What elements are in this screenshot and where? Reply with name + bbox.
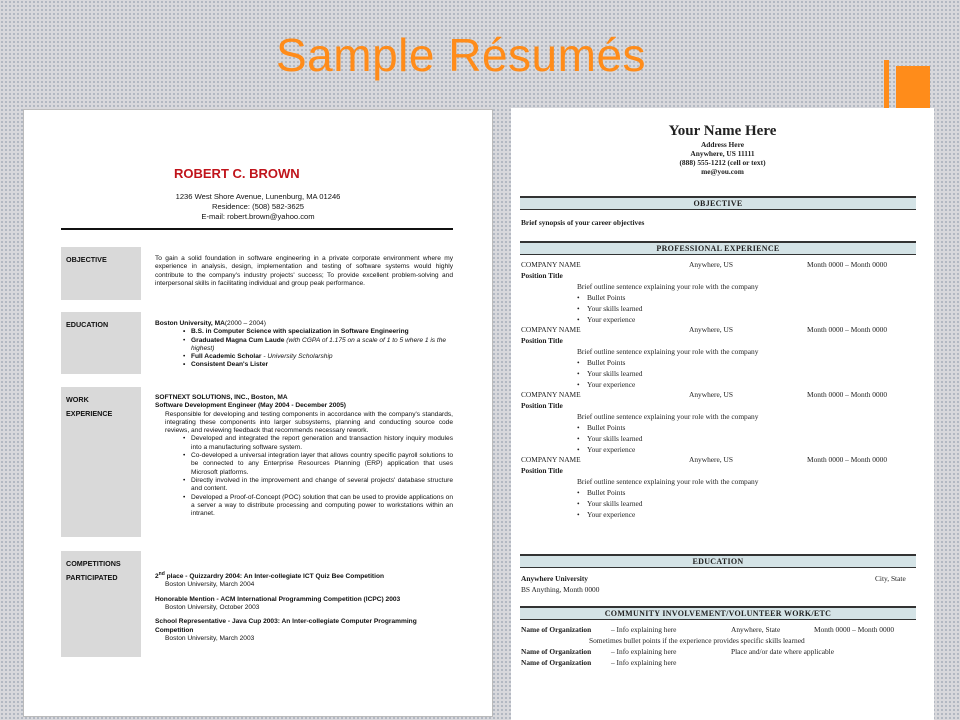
education-school: Anywhere University bbox=[521, 574, 588, 583]
job-title: Position Title bbox=[521, 271, 563, 280]
job-header: COMPANY NAME Anywhere, US Month 0000 – Month 0000 bbox=[521, 455, 888, 464]
template-address-line: me@you.com bbox=[701, 167, 744, 176]
contact-address: 1236 West Shore Avenue, Lunenburg, MA 01246 bbox=[175, 192, 341, 201]
education-location: City, State bbox=[875, 574, 906, 583]
section-label-work: WORK EXPERIENCE bbox=[61, 387, 141, 537]
competition-title: 2nd place - Quizzardry 2004: An Inter-collegiate ICT Quiz Bee Competition bbox=[155, 571, 385, 581]
education-item: • B.S. in Computer Science with specialization in Software Engineering bbox=[191, 328, 453, 336]
job-desc: Brief outline sentence explaining your role with the company bbox=[577, 476, 759, 486]
contact-phone: Residence: (508) 582-3625 bbox=[211, 202, 305, 211]
competition-detail: Boston University, March 2004 bbox=[165, 581, 255, 589]
template-address-line: Address Here bbox=[700, 140, 745, 149]
competition-title: Honorable Mention - ACM International Programming Competition (ICPC) 2003 bbox=[155, 595, 401, 603]
competitions-body bbox=[155, 570, 453, 643]
section-label-competitions: COMPETITIONS PARTICIPATED bbox=[61, 551, 141, 657]
education-body bbox=[155, 320, 453, 370]
job-desc: Brief outline sentence explaining your role with the company bbox=[577, 346, 759, 356]
education-school: Boston University, MA bbox=[155, 320, 225, 327]
education-item: • Graduated Magna Cum Laude (with CGPA of 1.175 on a scale of 1 to 5 where 1 is the highest) bbox=[191, 337, 453, 354]
contact-email: E-mail: robert.brown@yahoo.com bbox=[201, 212, 315, 221]
community-row: Name of Organization – Info explaining here Anywhere, State Month 0000 – Month 0000 bbox=[521, 625, 895, 634]
education-item: • Consistent Dean's Lister bbox=[191, 361, 453, 369]
job-bullets: • Bullet Points • Your skills learned • Your experience bbox=[521, 357, 915, 390]
objective-body bbox=[155, 255, 453, 288]
template-objective-text: Brief synopsis of your career objectives bbox=[521, 218, 645, 227]
template-name: Your Name Here bbox=[668, 123, 777, 139]
section-bar-education: EDUCATION bbox=[520, 554, 916, 568]
objective-text: To gain a solid foundation in software engineering in a private corporate environment where my experience in analysis, design, implementation and testing of software systems would highly contribute to the company's industry projects' success; To provide excellent problem-solving and interpersonal skills in facilitating individual and group peak performance. bbox=[155, 255, 453, 287]
competition-detail: Boston University, October 2003 bbox=[165, 604, 260, 612]
work-bullet: • Developed and integrated the report generation and transaction history inquiry modules into a manufacturing software system. bbox=[191, 435, 453, 452]
job-bullets: • Bullet Points • Your skills learned • Your experience bbox=[521, 422, 915, 455]
section-bar-objective: OBJECTIVE bbox=[520, 196, 916, 210]
work-body bbox=[155, 394, 453, 518]
job-desc: Brief outline sentence explaining your role with the company bbox=[577, 281, 759, 291]
template-experience bbox=[521, 260, 915, 520]
section-bar-experience: PROFESSIONAL EXPERIENCE bbox=[520, 241, 916, 255]
job-title: Position Title bbox=[521, 401, 563, 410]
template-education bbox=[521, 574, 915, 596]
template-header bbox=[511, 122, 934, 176]
education-years: (2000 – 2004) bbox=[224, 320, 266, 327]
section-label-education: EDUCATION bbox=[61, 312, 141, 374]
template-community bbox=[521, 625, 915, 669]
competition-detail: Boston University, March 2003 bbox=[165, 634, 255, 642]
header-divider bbox=[61, 228, 453, 230]
resume-robert-brown bbox=[24, 110, 492, 716]
community-row: Name of Organization – Info explaining here bbox=[521, 658, 677, 667]
job-title: Position Title bbox=[521, 466, 563, 475]
education-list bbox=[155, 328, 453, 369]
community-row: Sometimes bullet points if the experience provides specific skills learned bbox=[589, 636, 805, 645]
education-degree: BS Anything, Month 0000 bbox=[521, 585, 600, 594]
job-header: COMPANY NAME Anywhere, US Month 0000 – Month 0000 bbox=[521, 260, 888, 269]
work-company: SOFTNEXT SOLUTIONS, INC., Boston, MA bbox=[155, 394, 288, 401]
template-address-line: Anywhere, US 11111 bbox=[690, 149, 755, 158]
resume-name: ROBERT C. BROWN bbox=[174, 166, 300, 181]
education-item: • Full Academic Scholar - University Scholarship bbox=[191, 353, 453, 361]
work-bullet: • Directly involved in the improvement and change of several projects' database structure and content. bbox=[191, 477, 453, 494]
resume-template bbox=[511, 108, 934, 720]
resume-contact bbox=[24, 192, 492, 222]
section-label-objective: OBJECTIVE bbox=[61, 247, 141, 300]
job-header: COMPANY NAME Anywhere, US Month 0000 – Month 0000 bbox=[521, 325, 888, 334]
job-bullets: • Bullet Points • Your skills learned • Your experience bbox=[521, 487, 915, 520]
work-position: Software Development Engineer (May 2004 - December 2005) bbox=[155, 402, 346, 410]
job-desc: Brief outline sentence explaining your role with the company bbox=[577, 411, 759, 421]
job-bullets: • Bullet Points • Your skills learned • Your experience bbox=[521, 292, 915, 325]
job-header: COMPANY NAME Anywhere, US Month 0000 – Month 0000 bbox=[521, 390, 888, 399]
work-bullets bbox=[155, 435, 453, 518]
work-bullet: • Co-developed a universal integration layer that allows country specific payroll solutions to be connected to any Enterprise Resources Planning (ERP) application that uses Microsoft platforms. bbox=[191, 452, 453, 477]
competition-title: School Representative - Java Cup 2003: An Inter-collegiate Computer Programming Competition bbox=[155, 618, 417, 634]
community-row: Name of Organization – Info explaining here Place and/or date where applicable bbox=[521, 647, 835, 656]
section-bar-community: COMMUNITY INVOLVEMENT/VOLUNTEER WORK/ETC bbox=[520, 606, 916, 620]
job-title: Position Title bbox=[521, 336, 563, 345]
template-address-line: (888) 555-1212 (cell or text) bbox=[679, 158, 766, 167]
work-bullet: • Developed a Proof-of-Concept (POC) solution that can be used to provide applications on a server a way to distribute processing and computing power to workstations within an intranet. bbox=[191, 494, 453, 519]
slide-title: Sample Résumés bbox=[276, 29, 647, 81]
work-summary: Responsible for developing and testing components in accordance with the company's standards, integrating these components into larger subsystems, planning and conducting source code reviews, and reviewing feedback that recommends necessary rework. bbox=[165, 410, 453, 435]
